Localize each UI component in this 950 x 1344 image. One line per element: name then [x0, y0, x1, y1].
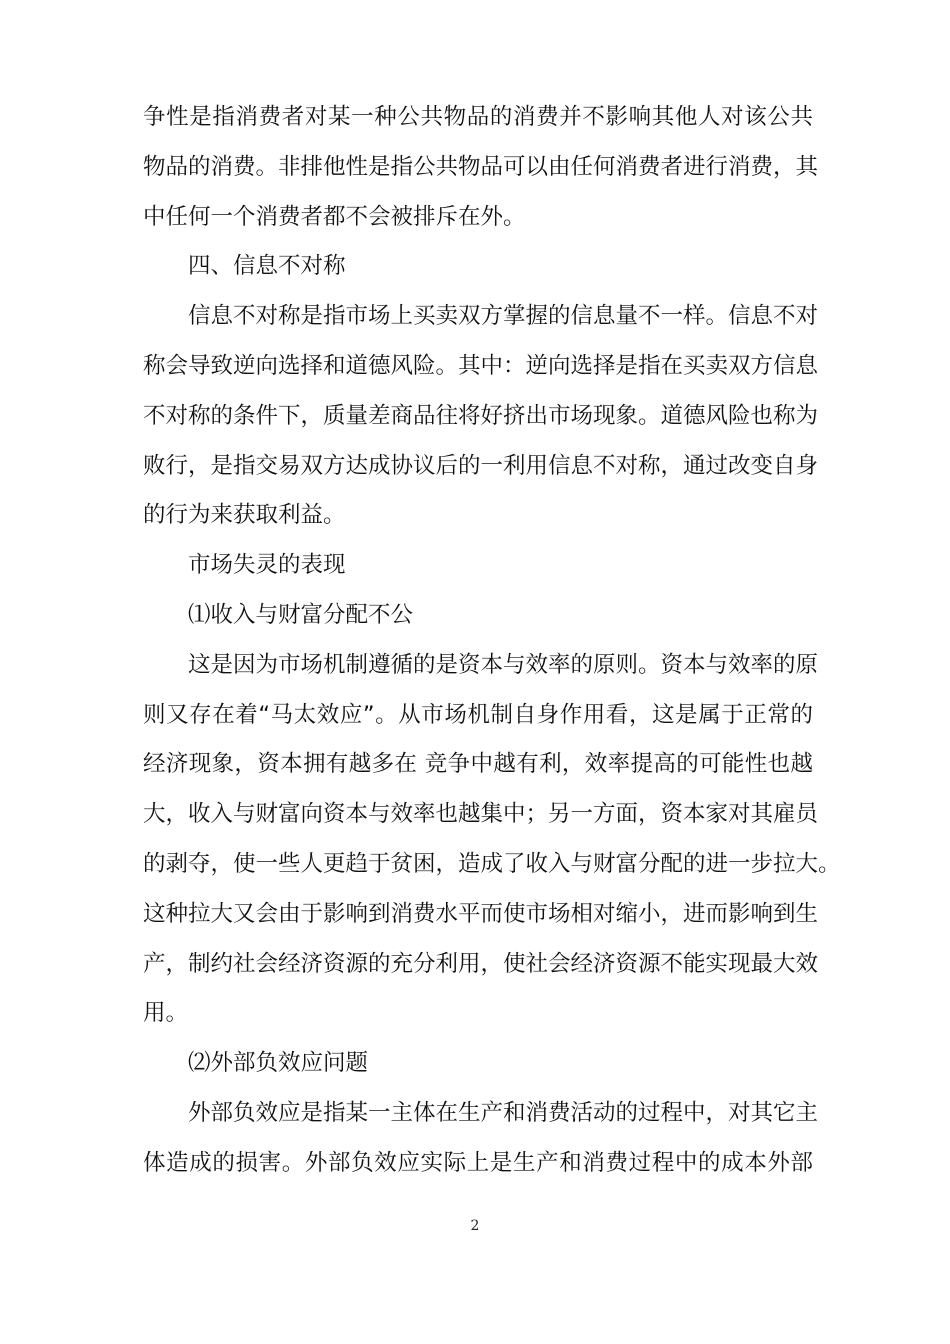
- text-line: 市场失灵的表现: [188, 552, 346, 579]
- text-line: 不对称的条件下，质量差商品往将好挤出市场现象。道德风险也称为: [143, 402, 819, 429]
- text-line: 经济现象，资本拥有越多在 竞争中越有利，效率提高的可能性也越: [143, 751, 813, 778]
- page-number: 2: [470, 1218, 480, 1234]
- text-line: 大，收入与财富向资本与效率也越集中；另一方面，资本家对其雇员: [143, 801, 819, 828]
- text-line: 体造成的损害。外部负效应实际上是生产和消费过程中的成本外部: [143, 1149, 813, 1176]
- text-line: 这种拉大又会由于影响到消费水平而使市场相对缩小，进而影响到生: [143, 900, 819, 927]
- text-line: 这是因为市场机制遵循的是资本与效率的原则。资本与效率的原: [188, 651, 819, 678]
- text-line: 中任何一个消费者都不会被排斥在外。: [143, 203, 526, 230]
- text-line: 物品的消费。非排他性是指公共物品可以由任何消费者进行消费，其: [143, 153, 819, 180]
- text-line: 则又存在着“马太效应”。从市场机制自身作用看，这是属于正常的: [143, 701, 813, 728]
- text-line: 争性是指消费者对某一种公共物品的消费并不影响其他人对该公共: [143, 104, 813, 130]
- text-line: 外部负效应是指某一主体在生产和消费活动的过程中，对其它主: [188, 1099, 819, 1126]
- text-line: ⑴收入与财富分配不公: [188, 601, 414, 628]
- text-line: 败行，是指交易双方达成协议后的一利用信息不对称，通过改变自身: [143, 452, 819, 479]
- text-line: 用。: [143, 1000, 189, 1027]
- text-line: 的行为来获取利益。: [143, 502, 346, 529]
- text-line: 四、信息不对称: [188, 253, 346, 280]
- body-text: [143, 93, 841, 1189]
- text-line: 的剥夺，使一些人更趋于贫困，造成了收入与财富分配的进一步拉大。: [143, 850, 841, 877]
- text-line: ⑵外部负效应问题: [188, 1050, 369, 1077]
- text-line: 信息不对称是指市场上买卖双方掌握的信息量不一样。信息不对: [188, 303, 819, 330]
- text-line: 称会导致逆向选择和道德风险。其中：逆向选择是指在买卖双方信息: [143, 352, 819, 379]
- text-line: 产，制约社会经济资源的充分利用，使社会经济资源不能实现最大效: [143, 950, 819, 977]
